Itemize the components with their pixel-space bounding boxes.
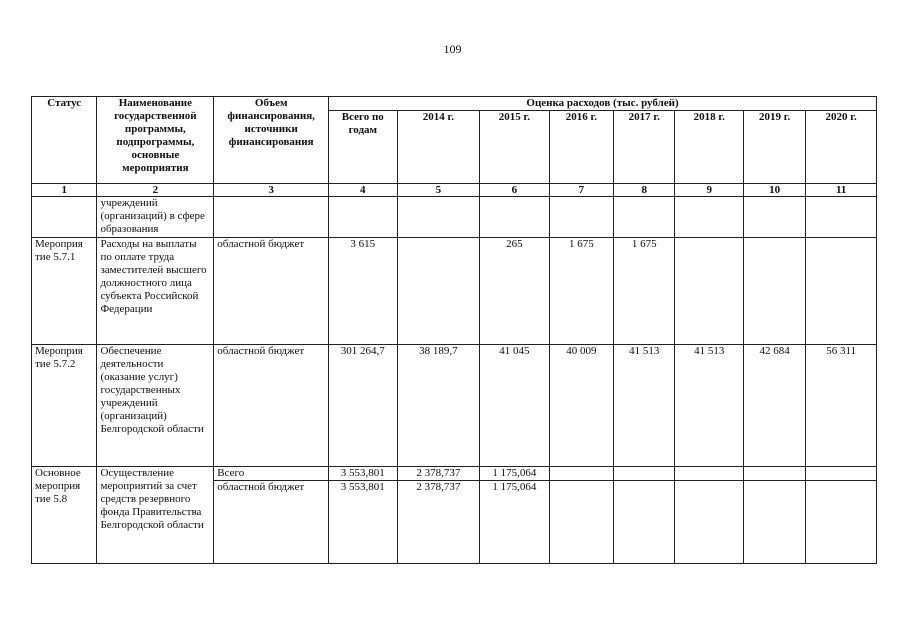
header-year: 2016 г. xyxy=(549,111,613,184)
value-cell xyxy=(675,481,743,564)
value-cell: 1 175,064 xyxy=(480,481,549,564)
value-cell xyxy=(397,238,480,345)
column-number: 3 xyxy=(214,184,329,197)
expenditure-table xyxy=(31,96,877,564)
value-cell xyxy=(806,238,877,345)
page-number: 109 xyxy=(443,42,462,56)
value-cell: 3 553,801 xyxy=(329,467,397,481)
header-year: 2014 г. xyxy=(397,111,480,184)
value-cell: 301 264,7 xyxy=(329,345,397,467)
value-cell xyxy=(614,197,675,238)
status-cell: Мероприя тие 5.7.2 xyxy=(32,345,97,467)
source-cell xyxy=(214,197,329,238)
table-row xyxy=(32,197,877,238)
column-number: 2 xyxy=(97,184,214,197)
header-year: 2017 г. xyxy=(614,111,675,184)
column-number: 5 xyxy=(397,184,480,197)
name-cell: учреждений (организаций) в сфере образования xyxy=(97,197,214,238)
column-number: 8 xyxy=(614,184,675,197)
header-name: Наименование государственной программы, подпрограммы, основные мероприятия xyxy=(97,97,214,184)
value-cell xyxy=(806,481,877,564)
value-cell: 1 675 xyxy=(549,238,613,345)
name-cell: Обеспечение деятельности (оказание услуг) государственных учреждений (организаций) Белгородской области xyxy=(97,345,214,467)
header-year: 2020 г. xyxy=(806,111,877,184)
table-row xyxy=(32,467,877,481)
column-number: 1 xyxy=(32,184,97,197)
header-year: 2019 г. xyxy=(743,111,805,184)
value-cell xyxy=(743,238,805,345)
column-number: 7 xyxy=(549,184,613,197)
value-cell xyxy=(549,481,613,564)
value-cell xyxy=(675,238,743,345)
value-cell xyxy=(480,197,549,238)
value-cell xyxy=(397,197,480,238)
column-number: 4 xyxy=(329,184,397,197)
value-cell xyxy=(675,197,743,238)
value-cell xyxy=(743,481,805,564)
name-cell: Расходы на выплаты по оплате труда заместителей высшего должностного лица субъекта Российской Федерации xyxy=(97,238,214,345)
value-cell: 41 513 xyxy=(675,345,743,467)
value-cell: 2 378,737 xyxy=(397,467,480,481)
value-cell: 265 xyxy=(480,238,549,345)
column-number-row xyxy=(32,184,877,197)
header-year: 2018 г. xyxy=(675,111,743,184)
status-cell: Мероприя тие 5.7.1 xyxy=(32,238,97,345)
column-number: 9 xyxy=(675,184,743,197)
table-row xyxy=(32,345,877,467)
value-cell: 3 553,801 xyxy=(329,481,397,564)
value-cell xyxy=(675,467,743,481)
value-cell xyxy=(614,467,675,481)
value-cell: 3 615 xyxy=(329,238,397,345)
column-number: 11 xyxy=(806,184,877,197)
header-total: Всего по годам xyxy=(329,111,397,184)
value-cell xyxy=(549,197,613,238)
value-cell xyxy=(329,197,397,238)
value-cell: 56 311 xyxy=(806,345,877,467)
header-volume: Объем финансирования, источники финансирования xyxy=(214,97,329,184)
column-number: 6 xyxy=(480,184,549,197)
source-cell: областной бюджет xyxy=(214,481,329,564)
value-cell xyxy=(614,481,675,564)
source-cell: Всего xyxy=(214,467,329,481)
value-cell: 41 045 xyxy=(480,345,549,467)
header-status: Статус xyxy=(32,97,97,184)
value-cell xyxy=(743,467,805,481)
table-row xyxy=(32,238,877,345)
value-cell: 1 675 xyxy=(614,238,675,345)
value-cell: 2 378,737 xyxy=(397,481,480,564)
value-cell xyxy=(549,467,613,481)
value-cell: 38 189,7 xyxy=(397,345,480,467)
header-year: 2015 г. xyxy=(480,111,549,184)
status-cell xyxy=(32,197,97,238)
value-cell: 40 009 xyxy=(549,345,613,467)
source-cell: областной бюджет xyxy=(214,345,329,467)
source-cell: областной бюджет xyxy=(214,238,329,345)
value-cell: 1 175,064 xyxy=(480,467,549,481)
value-cell xyxy=(806,467,877,481)
value-cell: 42 684 xyxy=(743,345,805,467)
value-cell xyxy=(806,197,877,238)
value-cell: 41 513 xyxy=(614,345,675,467)
value-cell xyxy=(743,197,805,238)
header-expense-estimate: Оценка расходов (тыс. рублей) xyxy=(329,97,877,111)
column-number: 10 xyxy=(743,184,805,197)
status-cell: Основное мероприя тие 5.8 xyxy=(32,467,97,564)
name-cell: Осуществление мероприятий за счет средств резервного фонда Правительства Белгородской области xyxy=(97,467,214,564)
